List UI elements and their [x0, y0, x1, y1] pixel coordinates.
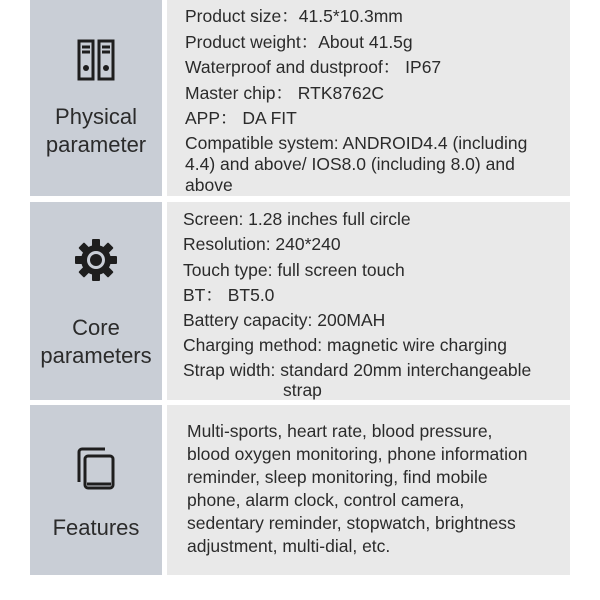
section-title-line: parameters [40, 343, 152, 368]
spec-line: strap [283, 379, 322, 400]
feature-line: blood oxygen monitoring, phone information [187, 444, 528, 464]
section-title-line: Features [52, 515, 140, 540]
features-content [167, 405, 570, 575]
spec-line: Master chip： RTK8762C [185, 82, 385, 103]
physical-parameter-row [30, 0, 570, 196]
core-parameters-content [167, 202, 570, 400]
spec-line: 4.4) and above/ IOS8.0 (including 8.0) and [185, 153, 515, 174]
spec-line: APP： DA FIT [185, 108, 297, 128]
core-parameters-label-cell [30, 202, 162, 400]
physical-parameter-content [167, 0, 570, 196]
section-title-line: Physical [55, 104, 137, 129]
section-title [53, 514, 140, 542]
spec-line: Battery capacity: 200MAH [183, 310, 386, 331]
copy-pages-icon [75, 446, 117, 492]
spec-line: Product size：41.5*10.3mm [185, 6, 403, 26]
spec-line: Charging method: magnetic wire charging [183, 335, 507, 356]
features-row [30, 405, 570, 575]
feature-line: adjustment, multi-dial, etc. [187, 536, 391, 556]
core-parameters-row [30, 202, 570, 400]
features-label-cell [30, 405, 162, 575]
spec-line: Strap width: standard 20mm interchangeable [183, 359, 532, 380]
feature-line: reminder, sleep monitoring, find mobile [187, 467, 488, 487]
section-title [40, 314, 151, 370]
spec-line: Screen: 1.28 inches full circle [183, 209, 411, 229]
physical-parameter-label-cell [30, 0, 162, 196]
spec-line: Resolution: 240*240 [183, 234, 341, 255]
section-title-line: parameter [45, 132, 147, 157]
spec-line: above [185, 174, 233, 195]
spec-line: Product weight：About 41.5g [185, 31, 413, 52]
feature-line: Multi-sports, heart rate, blood pressure, [187, 421, 493, 441]
gear-icon [74, 238, 118, 282]
binder-icon [77, 39, 115, 81]
spec-line: Waterproof and dustproof： IP67 [185, 57, 442, 77]
spec-line: BT： BT5.0 [183, 284, 275, 305]
spec-line: Compatible system: ANDROID4.4 (including [185, 132, 528, 153]
section-title-line: Core [72, 315, 120, 340]
section-title [46, 103, 146, 159]
spec-line: Touch type: full screen touch [183, 259, 405, 280]
feature-line: sedentary reminder, stopwatch, brightness [187, 513, 516, 533]
feature-line: phone, alarm clock, control camera, [187, 490, 465, 510]
